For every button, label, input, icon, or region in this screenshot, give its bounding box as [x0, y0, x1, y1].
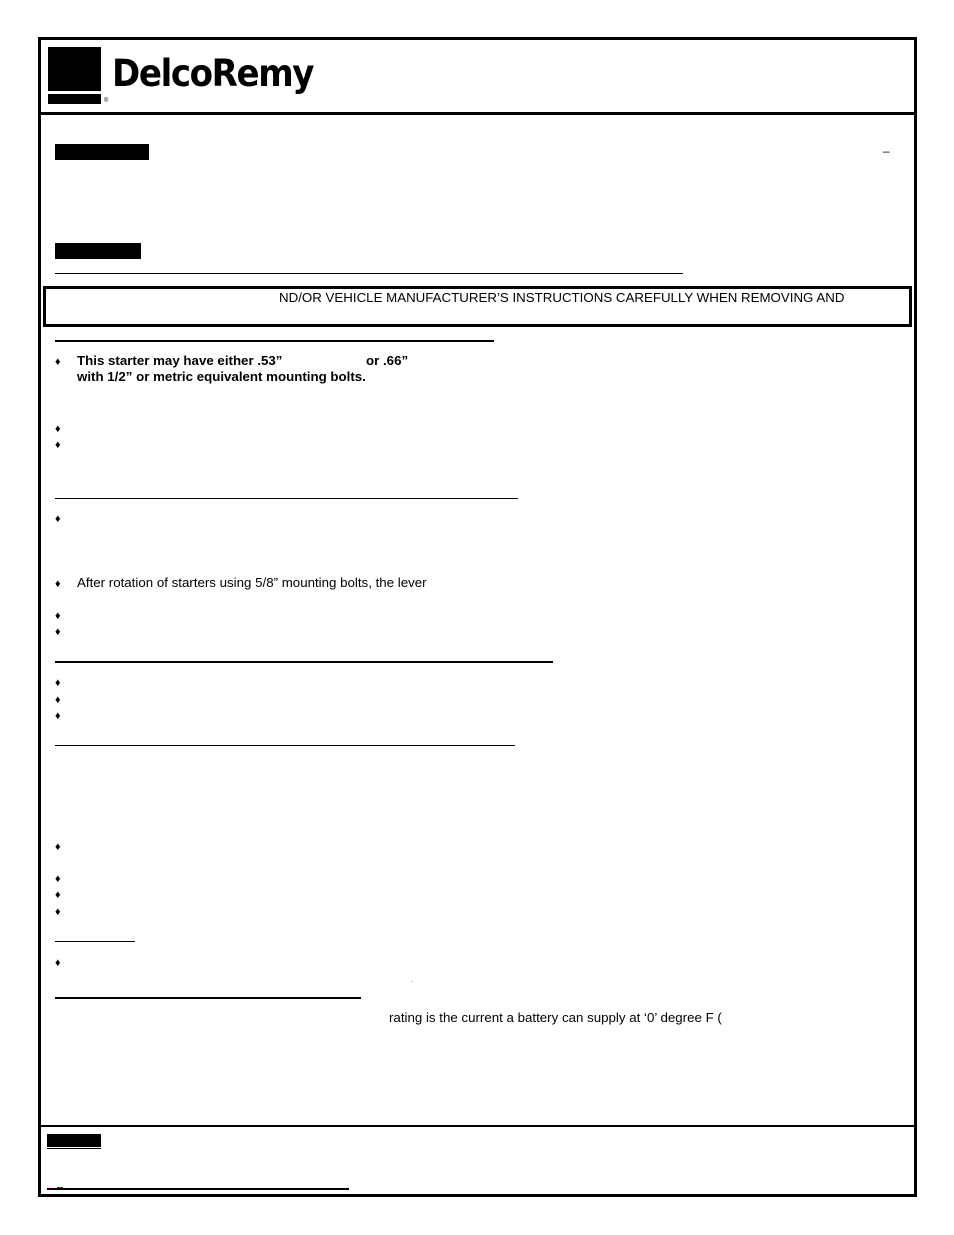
bullet-icon: ♦: [55, 957, 61, 969]
header-divider: [38, 112, 917, 115]
section-heading-redacted-1: [55, 144, 149, 160]
bullet-icon: ♦: [55, 889, 61, 901]
stray-mark: .: [411, 978, 413, 984]
warning-notice-text: ND/OR VEHICLE MANUFACTURER’S INSTRUCTIONS CAREFULLY WHEN REMOVING AND: [279, 290, 845, 305]
bullet-icon: ♦: [55, 677, 61, 689]
mounting-text-line2: with 1/2” or metric equivalent mounting bolts.: [77, 369, 366, 384]
footer-divider: [38, 1125, 917, 1127]
bullet-icon: ♦: [55, 578, 61, 590]
bullet-icon: ♦: [55, 513, 61, 525]
bullet-icon: ♦: [55, 439, 61, 451]
bullet-icon: ♦: [55, 626, 61, 638]
bullet-icon: ♦: [55, 356, 61, 368]
brand-logo-mark: [48, 47, 101, 104]
bullet-icon: ♦: [55, 906, 61, 918]
bullet-icon: ♦: [55, 694, 61, 706]
section-rule-7: [55, 997, 361, 999]
footer-heading-redacted: [47, 1134, 101, 1147]
footer-heading-underline: [47, 1148, 101, 1149]
corner-dash: –: [883, 144, 890, 158]
section-rule-6: [55, 941, 135, 942]
footer-red-mark: [57, 1187, 63, 1188]
section-rule-5: [55, 745, 515, 746]
section-rule-2: [55, 340, 494, 342]
battery-rating-note: rating is the current a battery can supply at ‘0’ degree F (: [389, 1010, 722, 1025]
bullet-icon: ♦: [55, 873, 61, 885]
registered-mark: ®: [104, 98, 109, 104]
section-rule-1: [55, 273, 683, 274]
footer-rule: [47, 1188, 349, 1190]
mounting-text-part2: or .66”: [366, 353, 409, 368]
section-rule-3: [55, 498, 518, 499]
brand-logo-wordmark: DelcoRemy: [112, 52, 314, 95]
rotation-note: After rotation of starters using 5/8” mounting bolts, the lever: [77, 575, 427, 590]
bullet-icon: ♦: [55, 710, 61, 722]
bullet-icon: ♦: [55, 610, 61, 622]
bullet-icon: ♦: [55, 841, 61, 853]
section-rule-4: [55, 661, 553, 663]
section-heading-redacted-2: [55, 243, 141, 259]
mounting-text-part1: This starter may have either .53”: [77, 353, 283, 368]
bullet-icon: ♦: [55, 423, 61, 435]
